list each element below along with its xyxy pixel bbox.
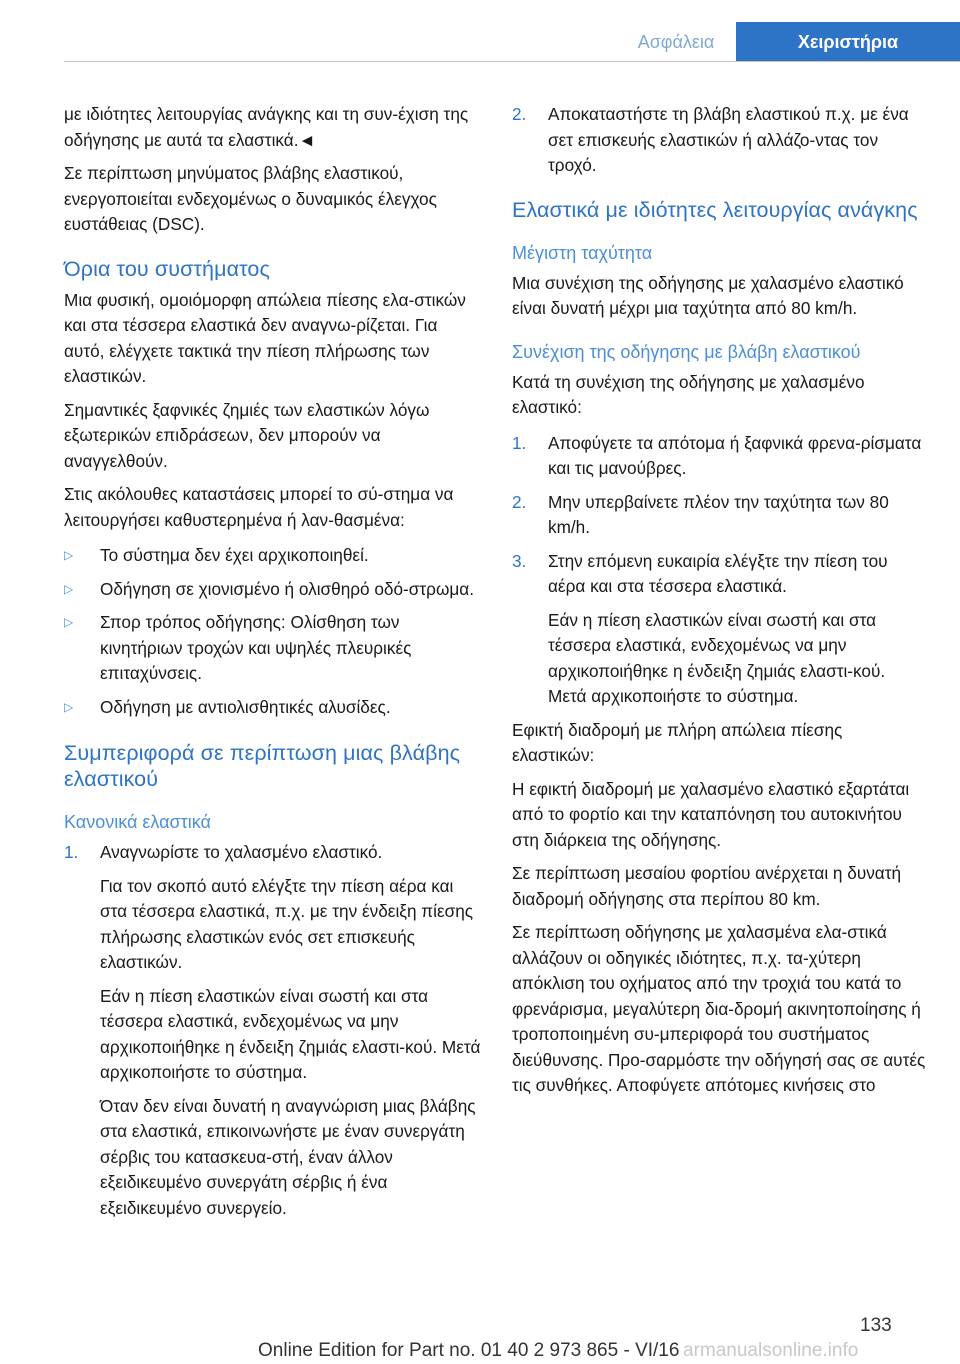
step-number: 2. (512, 104, 527, 124)
paragraph: Σημαντικές ξαφνικές ζημιές των ελαστικών λόγω εξωτερικών επιδράσεων, δεν μπορούν να αναγγελθούν. (64, 399, 430, 471)
bullet-icon: ▷ (64, 548, 74, 562)
paragraph: Κατά τη συνέχιση της οδήγησης με χαλασμένο ελαστικό: (512, 371, 865, 417)
step-text: Αποκαταστήστε τη βλάβη ελαστικού π.χ. με ένα σετ επισκευής ελαστικών ή αλλάζο-ντας τον τροχό. (548, 104, 909, 175)
step-number: 3. (512, 550, 527, 571)
numbered-step (512, 431, 928, 482)
paragraph: Σε περίπτωση οδήγησης με χαλασμένα ελα-στικά αλλάζουν οι οδηγικές ιδιότητες, π.χ. τα-χύτερη απόκλιση του οχήματος από την τροχιά του κατά το φρενάρισμα, μεγαλύτερη δια-δρομή ακινητοποίησης ή τροποποιημένη συ-μπεριφορά του συστήματος διεύθυνσης. Προ-σαρμόστε την οδήγησή σας σε αυτές τις συνθήκες. Αποφύγετε απότομες κινήσεις στο (512, 922, 926, 1095)
paragraph: Μια συνέχιση της οδήγησης με χαλασμένο ελαστικό είναι δυνατή μέχρι μια ταχύτητα από 80 km/h. (512, 272, 904, 318)
step-text: Αποφύγετε τα απότομα ή ξαφνικά φρενα-ρίσματα και τις μανούβρες. (548, 432, 922, 478)
paragraph: Σε περίπτωση μηνύματος βλάβης ελαστικού, ενεργοποιείται ενδεχομένως ο δυναμικός έλεγχος ευστάθειας (DSC). (64, 163, 437, 234)
bullet-icon: ▷ (64, 615, 74, 629)
list-item-text: Το σύστημα δεν έχει αρχικοποιηθεί. (100, 545, 369, 565)
step-text: Μην υπερβαίνετε πλέον την ταχύτητα των 80 km/h. (548, 491, 889, 537)
numbered-step (512, 549, 928, 600)
heading-system-limits: Όρια του συστήματος (64, 256, 270, 281)
heading-normal-tires: Κανονικά ελαστικά (64, 812, 211, 832)
watermark: armanualsonline.info (683, 1340, 859, 1361)
paragraph: με ιδιότητες λειτουργίας ανάγκης και τη συν-έχιση της οδήγησης με αυτά τα ελαστικά.◄ (64, 104, 469, 150)
paragraph: Μια φυσική, ομοιόμορφη απώλεια πίεσης ελα-στικών και στα τέσσερα ελαστικά δεν αναγνω-ρίζεται. Για αυτό, ελέγχετε τακτικά την πίεση πλήρωσης των ελαστικών. (64, 289, 466, 386)
heading-tire-damage-behavior: Συμπεριφορά σε περίπτωση μιας βλάβης ελαστικού (64, 741, 461, 791)
numbered-step (512, 490, 928, 541)
right-column (512, 102, 928, 1107)
step-number: 1. (64, 842, 79, 862)
list-item (64, 543, 482, 569)
header-divider (64, 61, 960, 62)
page-number: 133 (860, 1315, 892, 1336)
tab-controls[interactable]: Χειριστήρια (736, 22, 960, 62)
paragraph: Στις ακόλουθες καταστάσεις μπορεί το σύ-στημα να λειτουργήσει καθυστερημένα ή λαν-θασμένα: (64, 484, 454, 530)
list-item-text: Οδήγηση με αντιολισθητικές αλυσίδες. (100, 696, 391, 717)
tab-safety[interactable]: Ασφάλεια (637, 32, 715, 52)
list-item-text: Σπορ τρόπος οδήγησης: Ολίσθηση των κινητήριων τροχών και υψηλές πλευρικές επιταχύνσεις. (100, 612, 412, 683)
bullet-icon: ▷ (64, 581, 74, 596)
bullet-icon: ▷ (64, 699, 74, 714)
heading-continue-driving: Συνέχιση της οδήγησης με βλάβη ελαστικού (512, 341, 861, 362)
paragraph: Η εφικτή διαδρομή με χαλασμένο ελαστικό εξαρτάται από το φορτίο και την καταπόνηση του αυτοκινήτου στη διάρκεια της οδήγησης. (512, 778, 910, 850)
paragraph: Εφικτή διαδρομή με πλήρη απώλεια πίεσης ελαστικών: (512, 719, 843, 765)
step-text: Αναγνωρίστε το χαλασμένο ελαστικό. (100, 842, 383, 862)
left-column (64, 102, 482, 1229)
step-paragraph: Όταν δεν είναι δυνατή η αναγνώριση μιας βλάβης στα ελαστικά, επικοινωνήστε με έναν συνεργάτη σέρβις του κατασκευα-στή, έναν άλλον εξειδικευμένο συνεργάτη σέρβις ή ένα εξειδικευμένο συνεργείο. (100, 1095, 476, 1218)
step-paragraph: Εάν η πίεση ελαστικών είναι σωστή και στα τέσσερα ελαστικά, ενδεχομένως να μην αρχικοποιήθηκε η ένδειξη ζημιάς ελαστι-κού. Μετά αρχικοποιήστε το σύστημα. (548, 609, 886, 706)
numbered-step (64, 840, 482, 866)
paragraph: Σε περίπτωση μεσαίου φορτίου ανέρχεται η δυνατή διαδρομή οδήγησης στα περίπου 80 km. (512, 863, 902, 909)
numbered-step (512, 102, 928, 179)
list-item-text: Οδήγηση σε χιονισμένο ή ολισθηρό οδό-στρωμα. (100, 578, 474, 599)
list-item (64, 695, 482, 721)
step-paragraph: Εάν η πίεση ελαστικών είναι σωστή και στα τέσσερα ελαστικά, ενδεχομένως να μην αρχικοποιήθηκε η ένδειξη ζημιάς ελαστι-κού. Μετά αρχικοποιήστε το σύστημα. (100, 985, 481, 1082)
step-number: 1. (512, 432, 527, 453)
step-number: 2. (512, 491, 527, 512)
heading-runflat-tires: Ελαστικά με ιδιότητες λειτουργίας ανάγκης (512, 197, 918, 222)
step-text: Στην επόμενη ευκαιρία ελέγξτε την πίεση του αέρα και στα τέσσερα ελαστικά. (548, 550, 888, 596)
list-item (64, 610, 482, 687)
heading-max-speed: Μέγιστη ταχύτητα (512, 242, 653, 263)
list-item (64, 577, 482, 603)
edition-footer: Online Edition for Part no. 01 40 2 973 865 - VI/16 (258, 1340, 680, 1361)
step-paragraph: Για τον σκοπό αυτό ελέγξτε την πίεση αέρα και στα τέσσερα ελαστικά, π.χ. με την ένδειξη πίεσης πλήρωσης ελαστικών ενός σετ επισκευής ελαστικών. (100, 875, 474, 972)
header-tabs (616, 22, 960, 62)
